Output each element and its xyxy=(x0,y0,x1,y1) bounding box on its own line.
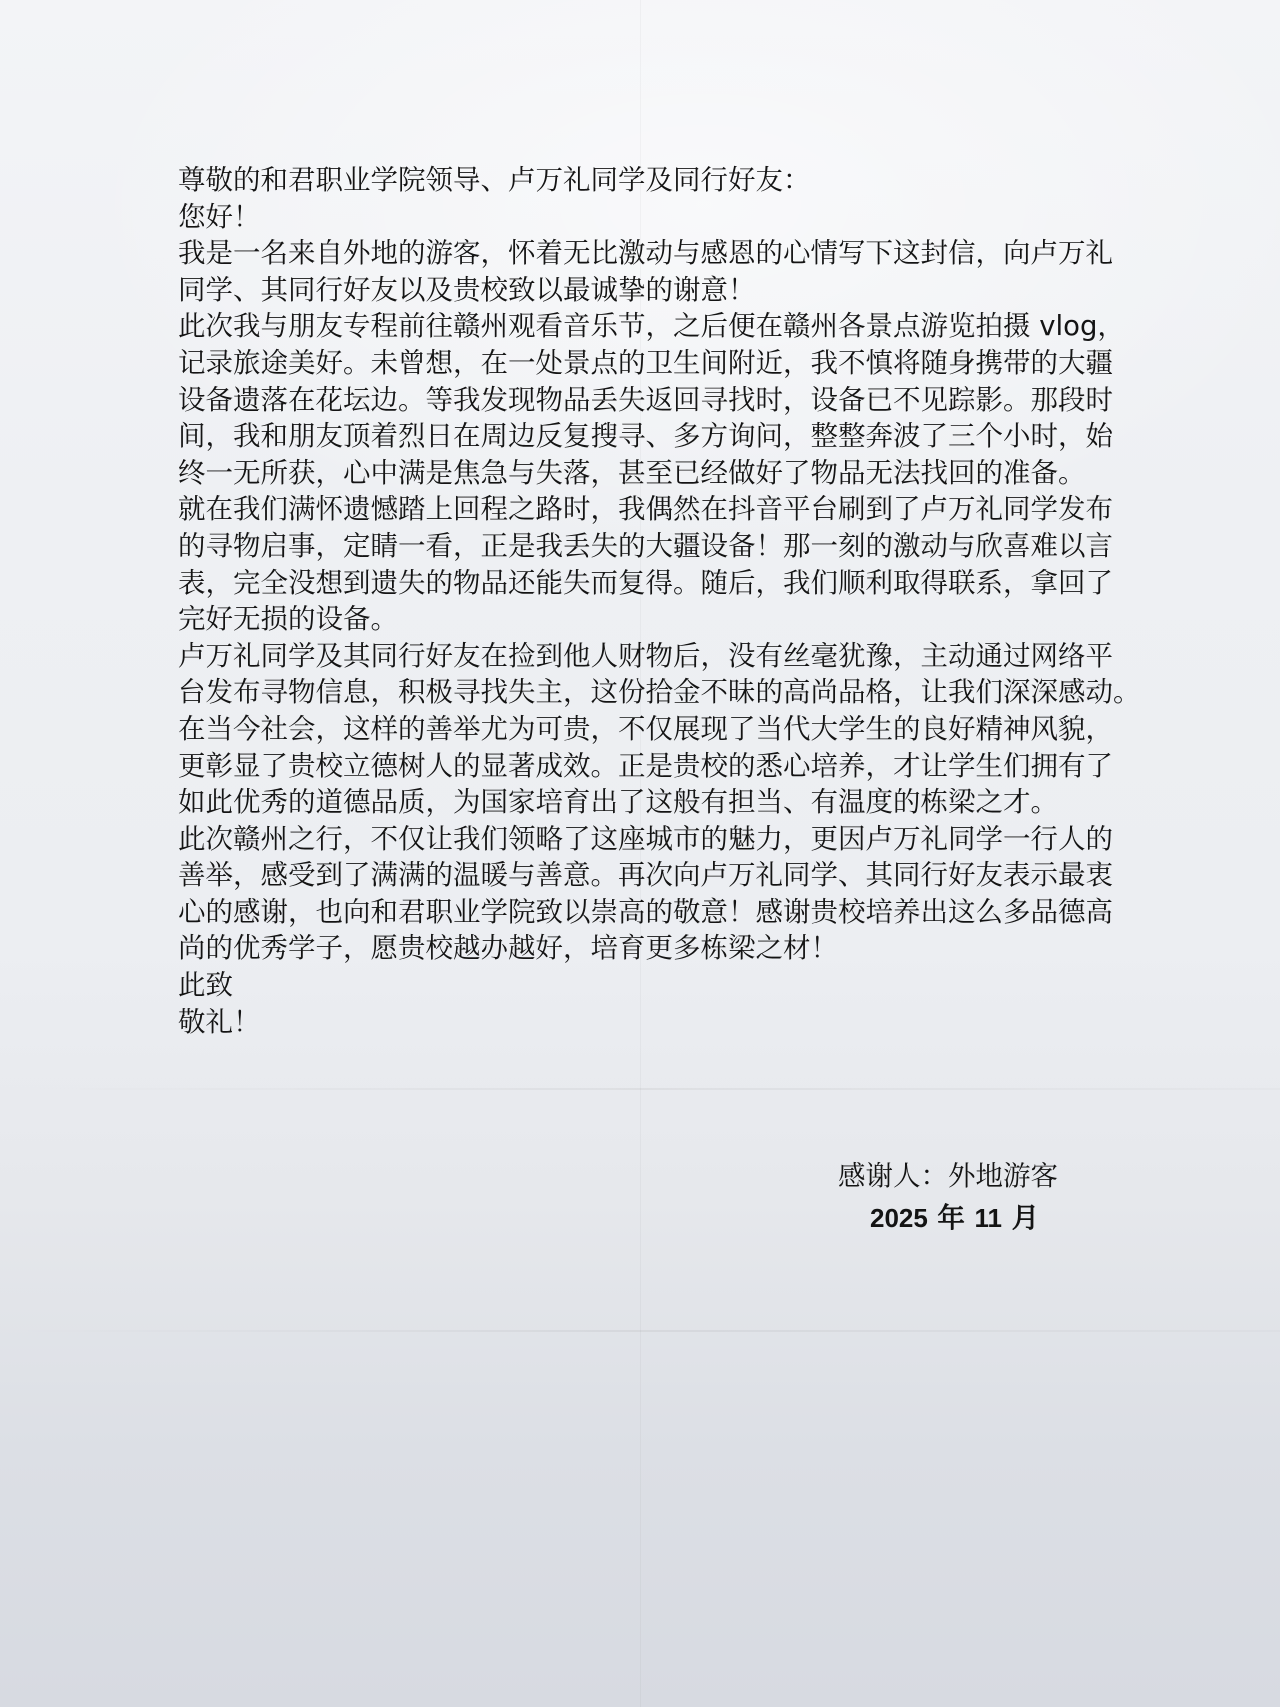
text-line: 我是一名来自外地的游客，怀着无比激动与感恩的心情写下这封信，向卢万礼 xyxy=(178,237,1113,270)
letter-body xyxy=(178,162,1238,1040)
date-month-unit: 月 xyxy=(1011,1202,1040,1234)
text-line: 表，完全没想到遗失的物品还能失而复得。随后，我们顺利取得联系，拿回了 xyxy=(178,566,1113,599)
text-line: 台发布寻物信息，积极寻找失主，这份拾金不昧的高尚品格，让我们深深感动。 xyxy=(178,676,1141,709)
text-line: 间，我和朋友顶着烈日在周边反复搜寻、多方询问，整整奔波了三个小时，始 xyxy=(178,420,1113,453)
text-line: 完好无损的设备。 xyxy=(178,603,398,636)
signer: 感谢人：外地游客 xyxy=(838,1160,1058,1192)
date-year-unit: 年 xyxy=(937,1202,965,1234)
text-line: 设备遗落在花坛边。等我发现物品丢失返回寻找时，设备已不见踪影。那段时 xyxy=(178,383,1113,416)
signature-block xyxy=(838,1155,1058,1239)
text-line: 的寻物启事，定睛一看，正是我丢失的大疆设备！那一刻的激动与欣喜难以言 xyxy=(178,529,1113,562)
paragraph-1 xyxy=(178,235,1238,308)
text-line: 终一无所获，心中满是焦急与失落，甚至已经做好了物品无法找回的准备。 xyxy=(178,456,1086,489)
text-line: 同学、其同行好友以及贵校致以最诚挚的谢意！ xyxy=(178,273,756,306)
text-line: 善举，感受到了满满的温暖与善意。再次向卢万礼同学、其同行好友表示最衷 xyxy=(178,859,1113,892)
text-line: 在当今社会，这样的善举尤为可贵，不仅展现了当代大学生的良好精神风貌， xyxy=(178,712,1113,745)
text-line: 记录旅途美好。未曾想，在一处景点的卫生间附近，我不慎将随身携带的大疆 xyxy=(178,346,1113,379)
date-month: 11 xyxy=(974,1203,1002,1233)
text-line: 此次我与朋友专程前往赣州观看音乐节，之后便在赣州各景点游览拍摄 vlog， xyxy=(178,310,1125,343)
text-line: 就在我们满怀遗憾踏上回程之路时，我偶然在抖音平台刷到了卢万礼同学发布 xyxy=(178,493,1113,526)
text-line: 此次赣州之行，不仅让我们领略了这座城市的魅力，更因卢万礼同学一行人的 xyxy=(178,822,1113,855)
text-line: 卢万礼同学及其同行好友在捡到他人财物后，没有丝毫犹豫，主动通过网络平 xyxy=(178,639,1113,672)
closing-line-2: 敬礼！ xyxy=(178,1005,261,1038)
letter-date xyxy=(838,1197,1058,1239)
text-line: 更彰显了贵校立德树人的显著成效。正是贵校的悉心培养，才让学生们拥有了 xyxy=(178,749,1113,782)
paragraph-3 xyxy=(178,491,1238,637)
paragraph-2 xyxy=(178,308,1238,491)
text-line: 尚的优秀学子，愿贵校越办越好，培育更多栋梁之材！ xyxy=(178,932,838,965)
paragraph-4 xyxy=(178,638,1238,821)
text-line: 如此优秀的道德品质，为国家培育出了这般有担当、有温度的栋梁之才。 xyxy=(178,786,1058,819)
closing-line-1: 此致 xyxy=(178,969,233,1002)
greeting: 您好！ xyxy=(178,200,261,233)
text-line: 心的感谢，也向和君职业学院致以崇高的敬意！感谢贵校培养出这么多品德高 xyxy=(178,895,1113,928)
paragraph-5 xyxy=(178,821,1238,967)
salutation: 尊敬的和君职业学院领导、卢万礼同学及同行好友： xyxy=(178,164,811,196)
date-year: 2025 xyxy=(870,1203,928,1233)
